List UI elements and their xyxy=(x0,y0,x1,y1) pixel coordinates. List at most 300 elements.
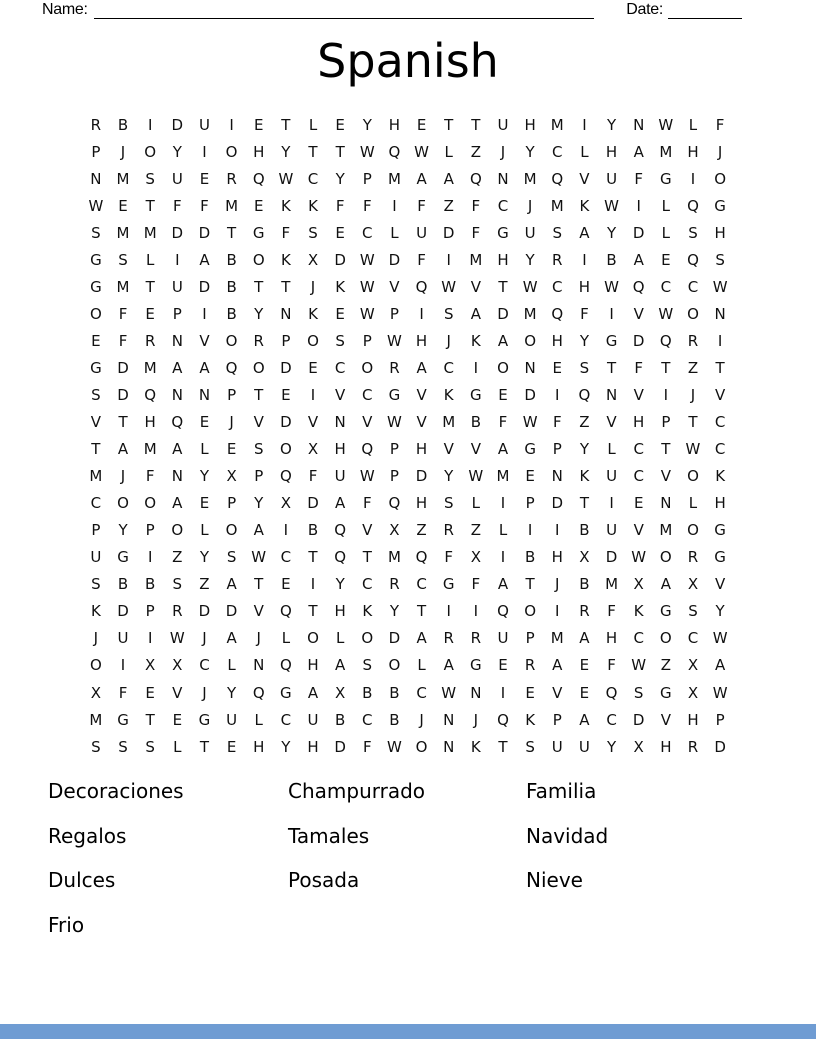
grid-letter: Q xyxy=(388,142,401,161)
grid-letter: P xyxy=(91,521,101,540)
name-input-line[interactable] xyxy=(94,3,595,19)
grid-letter: B xyxy=(226,250,237,269)
grid-letter: A xyxy=(199,250,210,269)
grid-letter: E xyxy=(226,440,237,459)
word-item: Champurrado xyxy=(288,779,426,803)
grid-letter: P xyxy=(145,602,155,621)
grid-letter: P xyxy=(552,710,562,729)
grid-letter: K xyxy=(443,385,454,404)
grid-letter: E xyxy=(552,358,563,377)
grid-letter: L xyxy=(390,223,399,242)
grid-letter: V xyxy=(199,331,210,350)
grid-letter: S xyxy=(226,548,237,567)
grid-letter: W xyxy=(359,277,375,296)
grid-letter: I xyxy=(446,250,451,269)
grid-letter: X xyxy=(579,548,590,567)
grid-letter: H xyxy=(415,331,428,350)
grid-row xyxy=(82,679,733,706)
grid-letter: W xyxy=(278,169,294,188)
grid-letter: X xyxy=(687,683,699,702)
grid-letter: F xyxy=(362,494,372,513)
grid-letter: H xyxy=(307,656,319,675)
grid-letter: X xyxy=(307,440,319,459)
grid-letter: Y xyxy=(579,331,589,350)
grid-letter: C xyxy=(362,385,373,404)
grid-letter: V xyxy=(443,440,454,459)
grid-letter: N xyxy=(171,385,183,404)
grid-letter: F xyxy=(607,656,616,675)
grid-letter: C xyxy=(90,494,102,513)
grid-letter: O xyxy=(307,331,319,350)
grid-letter: A xyxy=(172,358,183,377)
grid-letter: Y xyxy=(335,575,345,594)
grid-letter: A xyxy=(497,440,509,459)
grid-letter: S xyxy=(579,358,590,377)
grid-letter: H xyxy=(551,548,563,567)
word-item: Tamales xyxy=(288,823,370,848)
grid-letter: S xyxy=(552,223,563,242)
grid-letter: D xyxy=(117,385,129,404)
grid-letter: J xyxy=(202,629,207,648)
grid-letter: Z xyxy=(687,358,699,377)
grid-letter: A xyxy=(117,440,129,459)
grid-letter: C xyxy=(552,142,563,161)
grid-letter: Y xyxy=(281,142,291,161)
grid-letter: O xyxy=(687,521,699,540)
grid-letter: H xyxy=(334,440,346,459)
grid-letter: K xyxy=(470,331,481,350)
grid-letter: H xyxy=(524,115,536,134)
grid-letter: M xyxy=(469,250,483,269)
grid-letter: Q xyxy=(687,250,699,269)
grid-letter: B xyxy=(335,710,346,729)
grid-letter: M xyxy=(659,142,673,161)
grid-letter: Q xyxy=(578,385,591,404)
date-input-line[interactable] xyxy=(668,3,742,19)
grid-letter: L xyxy=(580,142,589,161)
grid-letter: A xyxy=(633,142,644,161)
grid-letter: T xyxy=(525,575,535,594)
grid-letter: H xyxy=(307,737,319,756)
grid-letter: O xyxy=(89,304,102,323)
grid-letter: D xyxy=(171,223,184,242)
grid-letter: O xyxy=(659,629,672,648)
grid-letter: C xyxy=(497,196,509,215)
grid-letter: Q xyxy=(171,413,184,432)
grid-letter: C xyxy=(199,656,210,675)
grid-letter: O xyxy=(225,142,238,161)
grid-row xyxy=(82,571,733,598)
grid-row xyxy=(82,327,733,354)
grid-letter: V xyxy=(606,413,617,432)
grid-letter: T xyxy=(308,142,318,161)
grid-letter: Y xyxy=(525,250,535,269)
grid-letter: R xyxy=(579,602,590,621)
grid-letter: O xyxy=(524,331,537,350)
word-list-column xyxy=(526,779,726,957)
grid-letter: H xyxy=(605,142,618,161)
grid-letter: H xyxy=(253,737,265,756)
grid-letter: E xyxy=(525,467,535,486)
grid-letter: E xyxy=(335,304,345,323)
grid-letter: D xyxy=(497,304,509,323)
grid-letter: H xyxy=(334,602,346,621)
grid-letter: D xyxy=(442,223,455,242)
grid-letter: G xyxy=(714,548,726,567)
grid-letter: O xyxy=(279,440,292,459)
grid-letter: I xyxy=(473,602,479,621)
grid-letter: O xyxy=(144,142,157,161)
grid-letter: L xyxy=(498,521,508,540)
grid-letter: S xyxy=(118,250,128,269)
grid-letter: L xyxy=(607,440,616,459)
grid-letter: N xyxy=(497,169,509,188)
grid-letter: M xyxy=(496,467,510,486)
grid-letter: M xyxy=(89,467,103,486)
grid-letter: U xyxy=(606,467,618,486)
grid-letter: A xyxy=(307,683,319,702)
grid-letter: N xyxy=(171,467,183,486)
grid-letter: O xyxy=(225,331,238,350)
grid-letter: C xyxy=(307,169,319,188)
grid-letter: C xyxy=(443,358,454,377)
grid-letter: S xyxy=(443,304,454,323)
grid-letter: T xyxy=(661,358,671,377)
grid-letter: E xyxy=(335,115,345,134)
grid-letter: P xyxy=(145,521,155,540)
grid-letter: A xyxy=(497,575,509,594)
grid-letter: A xyxy=(633,250,644,269)
grid-letter: T xyxy=(444,115,454,134)
grid-letter: V xyxy=(714,575,726,594)
grid-letter: M xyxy=(442,413,456,432)
grid-letter: C xyxy=(334,358,346,377)
grid-letter: I xyxy=(717,331,723,350)
grid-letter: R xyxy=(389,575,400,594)
grid-letter: C xyxy=(660,277,672,296)
grid-letter: N xyxy=(443,737,455,756)
grid-letter: I xyxy=(202,142,207,161)
grid-letter: O xyxy=(524,602,537,621)
grid-letter: U xyxy=(334,467,346,486)
grid-letter: B xyxy=(226,304,237,323)
grid-letter: C xyxy=(687,629,699,648)
grid-letter: F xyxy=(118,331,128,350)
grid-letter: G xyxy=(90,250,102,269)
grid-letter: V xyxy=(660,467,671,486)
grid-letter: N xyxy=(660,494,672,513)
grid-letter: M xyxy=(523,169,537,188)
grid-row xyxy=(82,490,733,517)
grid-letter: R xyxy=(687,331,699,350)
grid-letter: D xyxy=(334,250,346,269)
grid-letter: I xyxy=(690,169,696,188)
grid-letter: I xyxy=(473,358,479,377)
grid-letter: G xyxy=(90,277,102,296)
grid-letter: K xyxy=(335,277,346,296)
grid-letter: P xyxy=(227,385,237,404)
grid-letter: I xyxy=(175,250,180,269)
grid-letter: L xyxy=(471,494,481,513)
grid-letter: A xyxy=(172,440,183,459)
grid-row xyxy=(82,111,733,138)
grid-letter: Z xyxy=(579,413,590,432)
grid-letter: F xyxy=(362,196,372,215)
grid-letter: Y xyxy=(525,142,535,161)
grid-letter: V xyxy=(307,413,319,432)
grid-letter: I xyxy=(555,385,560,404)
grid-letter: B xyxy=(389,710,400,729)
grid-letter: T xyxy=(254,575,264,594)
grid-letter: O xyxy=(497,358,509,377)
grid-letter: K xyxy=(90,602,101,621)
word-item: Navidad xyxy=(526,823,609,848)
grid-letter: Y xyxy=(281,737,291,756)
grid-letter: D xyxy=(280,413,292,432)
grid-letter: M xyxy=(550,115,564,134)
grid-letter: L xyxy=(335,629,345,648)
grid-letter: S xyxy=(633,683,644,702)
grid-letter: W xyxy=(631,548,647,567)
grid-letter: A xyxy=(552,656,563,675)
grid-letter: W xyxy=(387,331,402,350)
grid-row xyxy=(82,138,733,165)
grid-letter: Q xyxy=(388,494,401,513)
grid-letter: D xyxy=(632,710,645,729)
grid-letter: W xyxy=(712,683,728,702)
grid-letter: F xyxy=(308,467,318,486)
grid-letter: E xyxy=(199,494,210,513)
grid-letter: P xyxy=(227,494,237,513)
grid-letter: M xyxy=(116,223,130,242)
grid-letter: X xyxy=(687,575,699,594)
grid-letter: S xyxy=(443,494,454,513)
grid-letter: C xyxy=(633,440,644,459)
grid-letter: S xyxy=(335,331,345,350)
grid-letter: Y xyxy=(362,115,372,134)
grid-letter: E xyxy=(335,223,345,242)
grid-letter: U xyxy=(606,169,618,188)
grid-row xyxy=(82,273,733,300)
grid-letter: T xyxy=(362,548,372,567)
grid-letter: R xyxy=(470,629,482,648)
grid-letter: I xyxy=(229,115,234,134)
grid-letter: R xyxy=(172,602,183,621)
grid-letter: X xyxy=(687,656,699,675)
grid-letter: A xyxy=(714,656,726,675)
grid-letter: I xyxy=(609,494,614,513)
grid-letter: Z xyxy=(470,142,481,161)
grid-letter: Y xyxy=(606,223,617,242)
grid-letter: P xyxy=(525,494,535,513)
grid-letter: L xyxy=(444,142,453,161)
grid-letter: F xyxy=(634,358,644,377)
grid-letter: W xyxy=(441,683,457,702)
grid-letter: B xyxy=(145,575,156,594)
grid-letter: I xyxy=(582,250,587,269)
grid-letter: L xyxy=(145,250,155,269)
grid-letter: Z xyxy=(416,521,427,540)
grid-letter: F xyxy=(498,413,508,432)
grid-letter: B xyxy=(226,277,237,296)
grid-letter: C xyxy=(362,710,373,729)
grid-letter: X xyxy=(280,494,291,513)
grid-letter: S xyxy=(145,737,155,756)
grid-letter: W xyxy=(88,196,104,215)
grid-letter: X xyxy=(389,521,400,540)
grid-letter: Y xyxy=(606,115,617,134)
grid-letter: Q xyxy=(632,277,645,296)
grid-letter: A xyxy=(443,656,454,675)
grid-letter: S xyxy=(91,575,101,594)
grid-letter: Z xyxy=(199,575,210,594)
grid-letter: V xyxy=(660,710,671,729)
grid-letter: W xyxy=(522,277,538,296)
grid-letter: A xyxy=(416,629,427,648)
grid-letter: Q xyxy=(469,169,482,188)
grid-letter: M xyxy=(387,548,401,567)
grid-letter: T xyxy=(579,494,589,513)
grid-letter: O xyxy=(361,358,374,377)
grid-letter: T xyxy=(308,602,318,621)
grid-letter: E xyxy=(145,304,155,323)
grid-letter: Q xyxy=(415,277,428,296)
grid-letter: W xyxy=(658,304,674,323)
grid-letter: Q xyxy=(551,169,564,188)
grid-letter: G xyxy=(198,710,211,729)
grid-letter: L xyxy=(200,440,209,459)
grid-letter: R xyxy=(90,115,102,134)
grid-letter: B xyxy=(307,521,319,540)
grid-letter: F xyxy=(580,304,589,323)
grid-letter: H xyxy=(687,142,699,161)
grid-letter: P xyxy=(661,413,671,432)
grid-letter: X xyxy=(633,737,644,756)
grid-row xyxy=(82,354,733,381)
grid-letter: E xyxy=(525,683,535,702)
grid-letter: M xyxy=(89,710,103,729)
grid-letter: N xyxy=(470,683,482,702)
grid-letter: I xyxy=(419,304,424,323)
grid-letter: L xyxy=(417,656,426,675)
grid-letter: A xyxy=(335,494,346,513)
grid-letter: L xyxy=(200,521,209,540)
grid-letter: Q xyxy=(252,683,265,702)
grid-letter: F xyxy=(471,575,481,594)
grid-letter: D xyxy=(714,737,726,756)
grid-letter: Y xyxy=(199,548,210,567)
grid-letter: L xyxy=(661,196,671,215)
grid-letter: K xyxy=(308,304,318,323)
grid-letter: N xyxy=(551,467,563,486)
grid-letter: Q xyxy=(252,169,265,188)
grid-letter: D xyxy=(388,629,401,648)
grid-letter: O xyxy=(117,494,129,513)
grid-letter: E xyxy=(253,115,264,134)
grid-letter: Q xyxy=(605,683,618,702)
grid-letter: I xyxy=(310,385,316,404)
grid-row xyxy=(82,246,733,273)
grid-letter: T xyxy=(308,548,318,567)
grid-letter: I xyxy=(147,629,153,648)
grid-letter: N xyxy=(90,169,102,188)
grid-letter: J xyxy=(446,331,451,350)
grid-letter: E xyxy=(281,575,291,594)
grid-letter: I xyxy=(555,521,560,540)
grid-letter: J xyxy=(527,196,533,215)
grid-letter: T xyxy=(498,737,508,756)
grid-letter: U xyxy=(117,629,129,648)
grid-letter: Y xyxy=(335,169,345,188)
grid-letter: D xyxy=(117,602,129,621)
grid-letter: Y xyxy=(444,467,454,486)
grid-letter: P xyxy=(552,440,562,459)
grid-letter: R xyxy=(443,521,454,540)
grid-letter: U xyxy=(551,737,563,756)
page-title: Spanish xyxy=(317,34,499,88)
grid-letter: Y xyxy=(227,683,237,702)
grid-letter: O xyxy=(225,521,238,540)
grid-letter: D xyxy=(225,602,238,621)
grid-letter: H xyxy=(578,277,591,296)
grid-letter: G xyxy=(470,656,482,675)
grid-letter: I xyxy=(147,115,153,134)
grid-letter: J xyxy=(93,629,99,648)
grid-letter: U xyxy=(226,710,238,729)
grid-row xyxy=(82,463,733,490)
grid-letter: A xyxy=(579,223,590,242)
grid-letter: G xyxy=(117,548,129,567)
grid-letter: T xyxy=(145,277,155,296)
grid-letter: C xyxy=(714,440,726,459)
grid-row xyxy=(82,625,733,652)
grid-letter: D xyxy=(632,223,645,242)
grid-letter: W xyxy=(522,413,538,432)
grid-letter: O xyxy=(171,521,184,540)
grid-letter: A xyxy=(172,494,183,513)
grid-letter: N xyxy=(443,710,455,729)
grid-letter: V xyxy=(335,385,346,404)
grid-letter: J xyxy=(202,683,207,702)
grid-letter: K xyxy=(362,602,373,621)
grid-letter: B xyxy=(117,115,129,134)
grid-letter: P xyxy=(525,629,535,648)
grid-letter: F xyxy=(118,304,128,323)
grid-letter: L xyxy=(173,737,182,756)
date-label: Date: xyxy=(626,1,663,18)
grid-letter: O xyxy=(144,494,157,513)
grid-letter: L xyxy=(281,629,291,648)
grid-letter: E xyxy=(579,683,590,702)
grid-letter: S xyxy=(715,250,725,269)
grid-letter: C xyxy=(552,277,563,296)
word-item: Regalos xyxy=(48,823,127,848)
grid-letter: Q xyxy=(361,440,374,459)
grid-row xyxy=(82,544,733,571)
grid-letter: R xyxy=(253,331,264,350)
grid-letter: E xyxy=(91,331,101,350)
grid-letter: E xyxy=(145,683,155,702)
grid-letter: M xyxy=(143,440,157,459)
grid-letter: P xyxy=(254,467,264,486)
grid-letter: G xyxy=(388,385,401,404)
grid-letter: F xyxy=(552,413,562,432)
grid-letter: Y xyxy=(118,521,128,540)
grid-letter: Q xyxy=(334,548,347,567)
grid-letter: I xyxy=(120,656,126,675)
grid-letter: O xyxy=(252,358,265,377)
grid-letter: V xyxy=(253,602,264,621)
